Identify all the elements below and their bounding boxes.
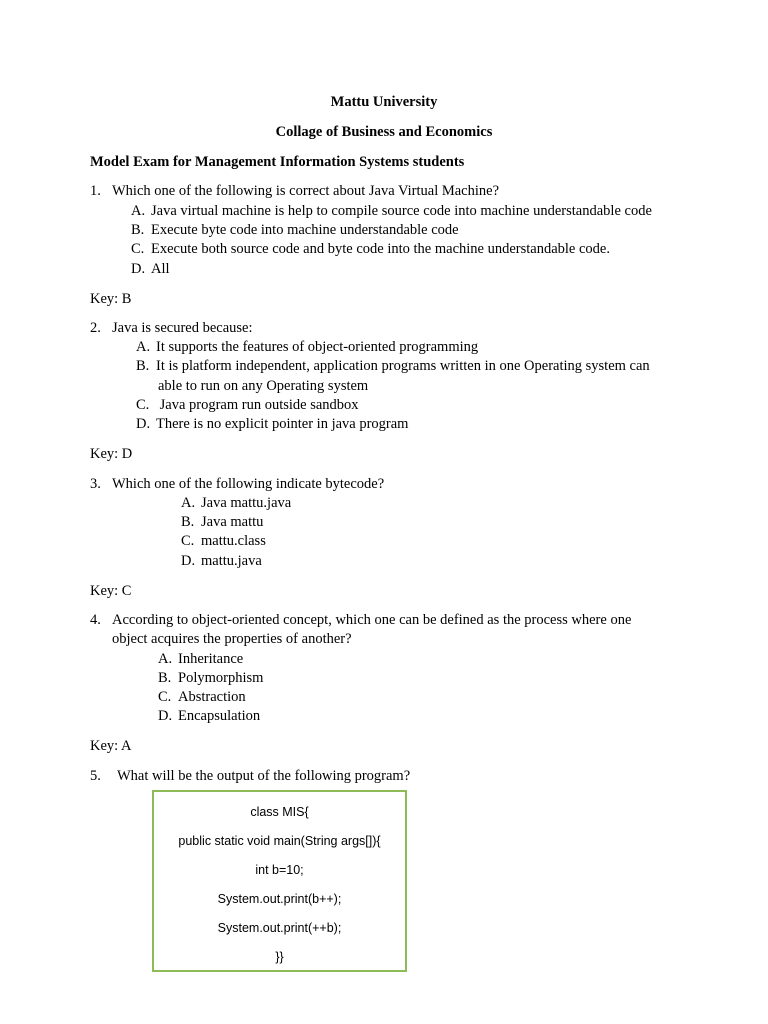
- exam-title: Model Exam for Management Information Systems students: [90, 154, 465, 170]
- code-line: class MIS{: [250, 805, 309, 819]
- option-2d: D. There is no explicit pointer in java program: [136, 416, 409, 432]
- option-3c: C. mattu.class: [181, 533, 266, 549]
- code-line: System.out.print(++b);: [217, 921, 342, 935]
- option-4c: C. Abstraction: [158, 689, 246, 705]
- option-1a: A. Java virtual machine is help to compile source code into machine understandable code: [131, 203, 652, 219]
- option-2c: C. Java program run outside sandbox: [136, 397, 359, 413]
- option-4a: A. Inheritance: [158, 651, 244, 667]
- option-2a: A. It supports the features of object-oriented programming: [136, 339, 479, 355]
- code-line: }}: [275, 950, 284, 964]
- option-2b-continued: able to run on any Operating system: [158, 378, 369, 394]
- college-title: Collage of Business and Economics: [275, 124, 493, 140]
- answer-key-2: Key: D: [90, 446, 133, 462]
- answer-key-4: Key: A: [90, 738, 132, 754]
- option-2b: B. It is platform independent, application programs written in one Operating system can: [136, 358, 650, 374]
- answer-key-1: Key: B: [90, 291, 132, 307]
- question-1: 1. Which one of the following is correct about Java Virtual Machine?: [90, 183, 500, 199]
- question-2: 2. Java is secured because:: [90, 320, 253, 336]
- university-title: Mattu University: [330, 94, 438, 110]
- option-1b: B. Execute byte code into machine understandable code: [131, 222, 459, 238]
- code-line: public static void main(String args[]){: [178, 834, 381, 848]
- question-5: 5. What will be the output of the following program?: [90, 768, 411, 784]
- question-4-continued: object acquires the properties of another?: [112, 631, 352, 647]
- code-box: [152, 790, 407, 972]
- code-line: System.out.print(b++);: [217, 892, 342, 906]
- code-line: int b=10;: [255, 863, 304, 877]
- option-3b: B. Java mattu: [181, 514, 264, 530]
- option-3d: D. mattu.java: [181, 553, 262, 569]
- option-4b: B. Polymorphism: [158, 670, 264, 686]
- option-1d: D. All: [131, 261, 170, 277]
- option-4d: D. Encapsulation: [158, 708, 261, 724]
- question-3: 3. Which one of the following indicate bytecode?: [90, 476, 385, 492]
- question-4: 4. According to object-oriented concept, which one can be defined as the process where one: [90, 612, 632, 628]
- answer-key-3: Key: C: [90, 583, 132, 599]
- option-1c: C. Execute both source code and byte code into the machine understandable code.: [131, 241, 610, 257]
- option-3a: A. Java mattu.java: [181, 495, 292, 511]
